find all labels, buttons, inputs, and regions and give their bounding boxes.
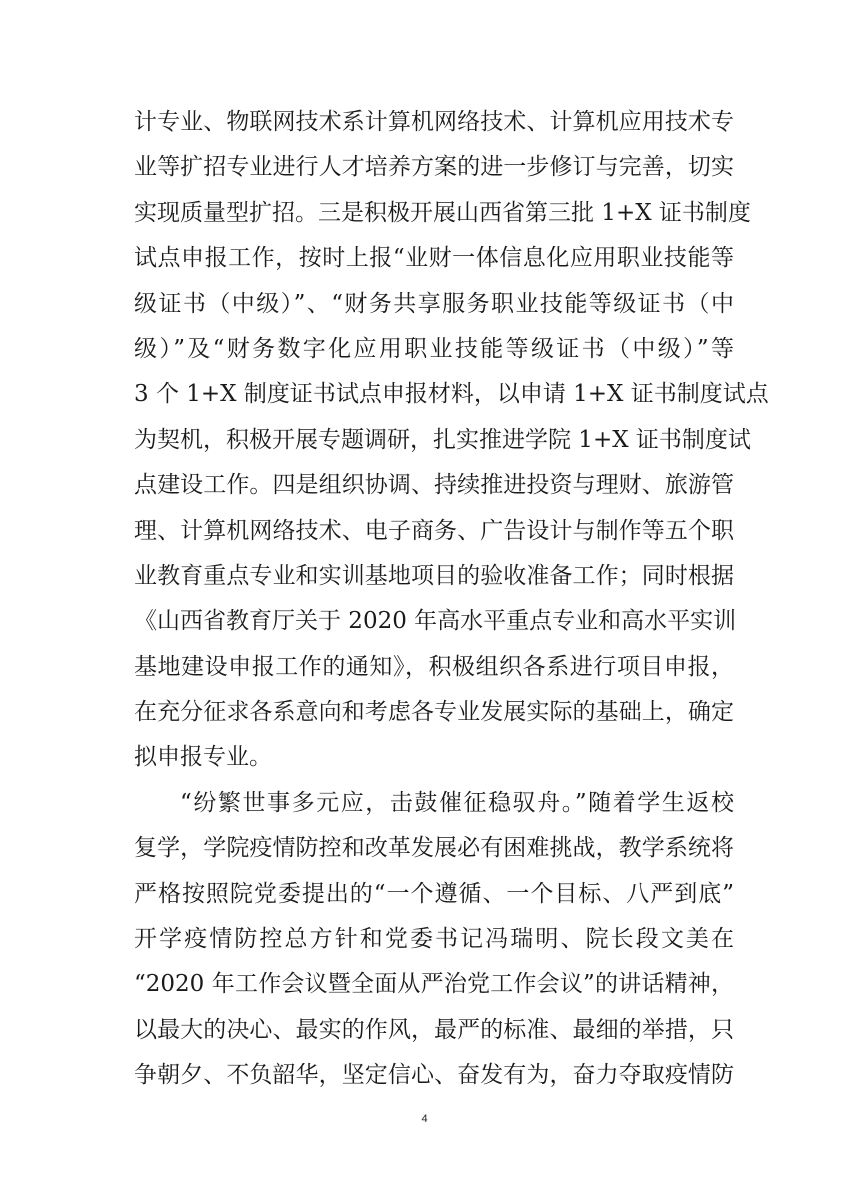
text-line: 以最大的决心、最实的作风，最严的标准、最细的举措，只 (134, 1016, 734, 1043)
text-line: 在充分征求各系意向和考虑各专业发展实际的基础上，确定 (134, 699, 734, 726)
text-line: 级）”及“财务数字化应用职业技能等级证书（中级）”等 (134, 335, 734, 362)
body-text (134, 100, 769, 1099)
text-line: “2020 年工作会议暨全面从严治党工作会议”的讲话精神， (134, 971, 734, 998)
text-line: 3 个 1+X 制度证书试点申报材料，以申请 1+X 证书制度试点 (134, 381, 769, 408)
text-line: 拟申报专业。 (134, 744, 272, 771)
text-line: 《山西省教育厅关于 2020 年高水平重点专业和高水平实训 (134, 608, 737, 635)
text-line: 实现质量型扩招。三是积极开展山西省第三批 1+X 证书制度 (134, 199, 751, 226)
text-line: 严格按照院党委提出的“一个遵循、一个目标、八严到底” (134, 880, 734, 907)
paragraph-2 (134, 781, 734, 1099)
text-line: 开学疫情防控总方针和党委书记冯瑞明、院长段文美在 (134, 926, 734, 953)
text-line: 业等扩招专业进行人才培养方案的进一步修订与完善，切实 (134, 154, 734, 181)
text-line: 试点申报工作，按时上报“业财一体信息化应用职业技能等 (134, 245, 734, 272)
text-line: 级证书（中级）”、“财务共享服务职业技能等级证书（中 (134, 290, 734, 317)
paragraph-1 (134, 100, 769, 781)
page-number: 4 (421, 1113, 428, 1125)
text-line: 计专业、物联网技术系计算机网络技术、计算机应用技术专 (134, 109, 734, 135)
text-line: 点建设工作。四是组织协调、持续推进投资与理财、旅游管 (134, 472, 734, 499)
text-line: 为契机，积极开展专题调研，扎实推进学院 1+X 证书制度试 (134, 426, 751, 453)
text-line: 业教育重点专业和实训基地项目的验收准备工作；同时根据 (134, 562, 734, 589)
text-line: 基地建设申报工作的通知》，积极组织各系进行项目申报， (134, 653, 734, 680)
text-line: 复学，学院疫情防控和改革发展必有困难挑战，教学系统将 (134, 835, 734, 862)
text-line: 争朝夕、不负韶华，坚定信心、奋发有为，奋力夺取疫情防 (134, 1062, 734, 1089)
text-line: 理、计算机网络技术、电子商务、广告设计与制作等五个职 (134, 517, 734, 544)
text-line: “纷繁世事多元应，击鼓催征稳驭舟。”随着学生返校 (180, 789, 734, 816)
